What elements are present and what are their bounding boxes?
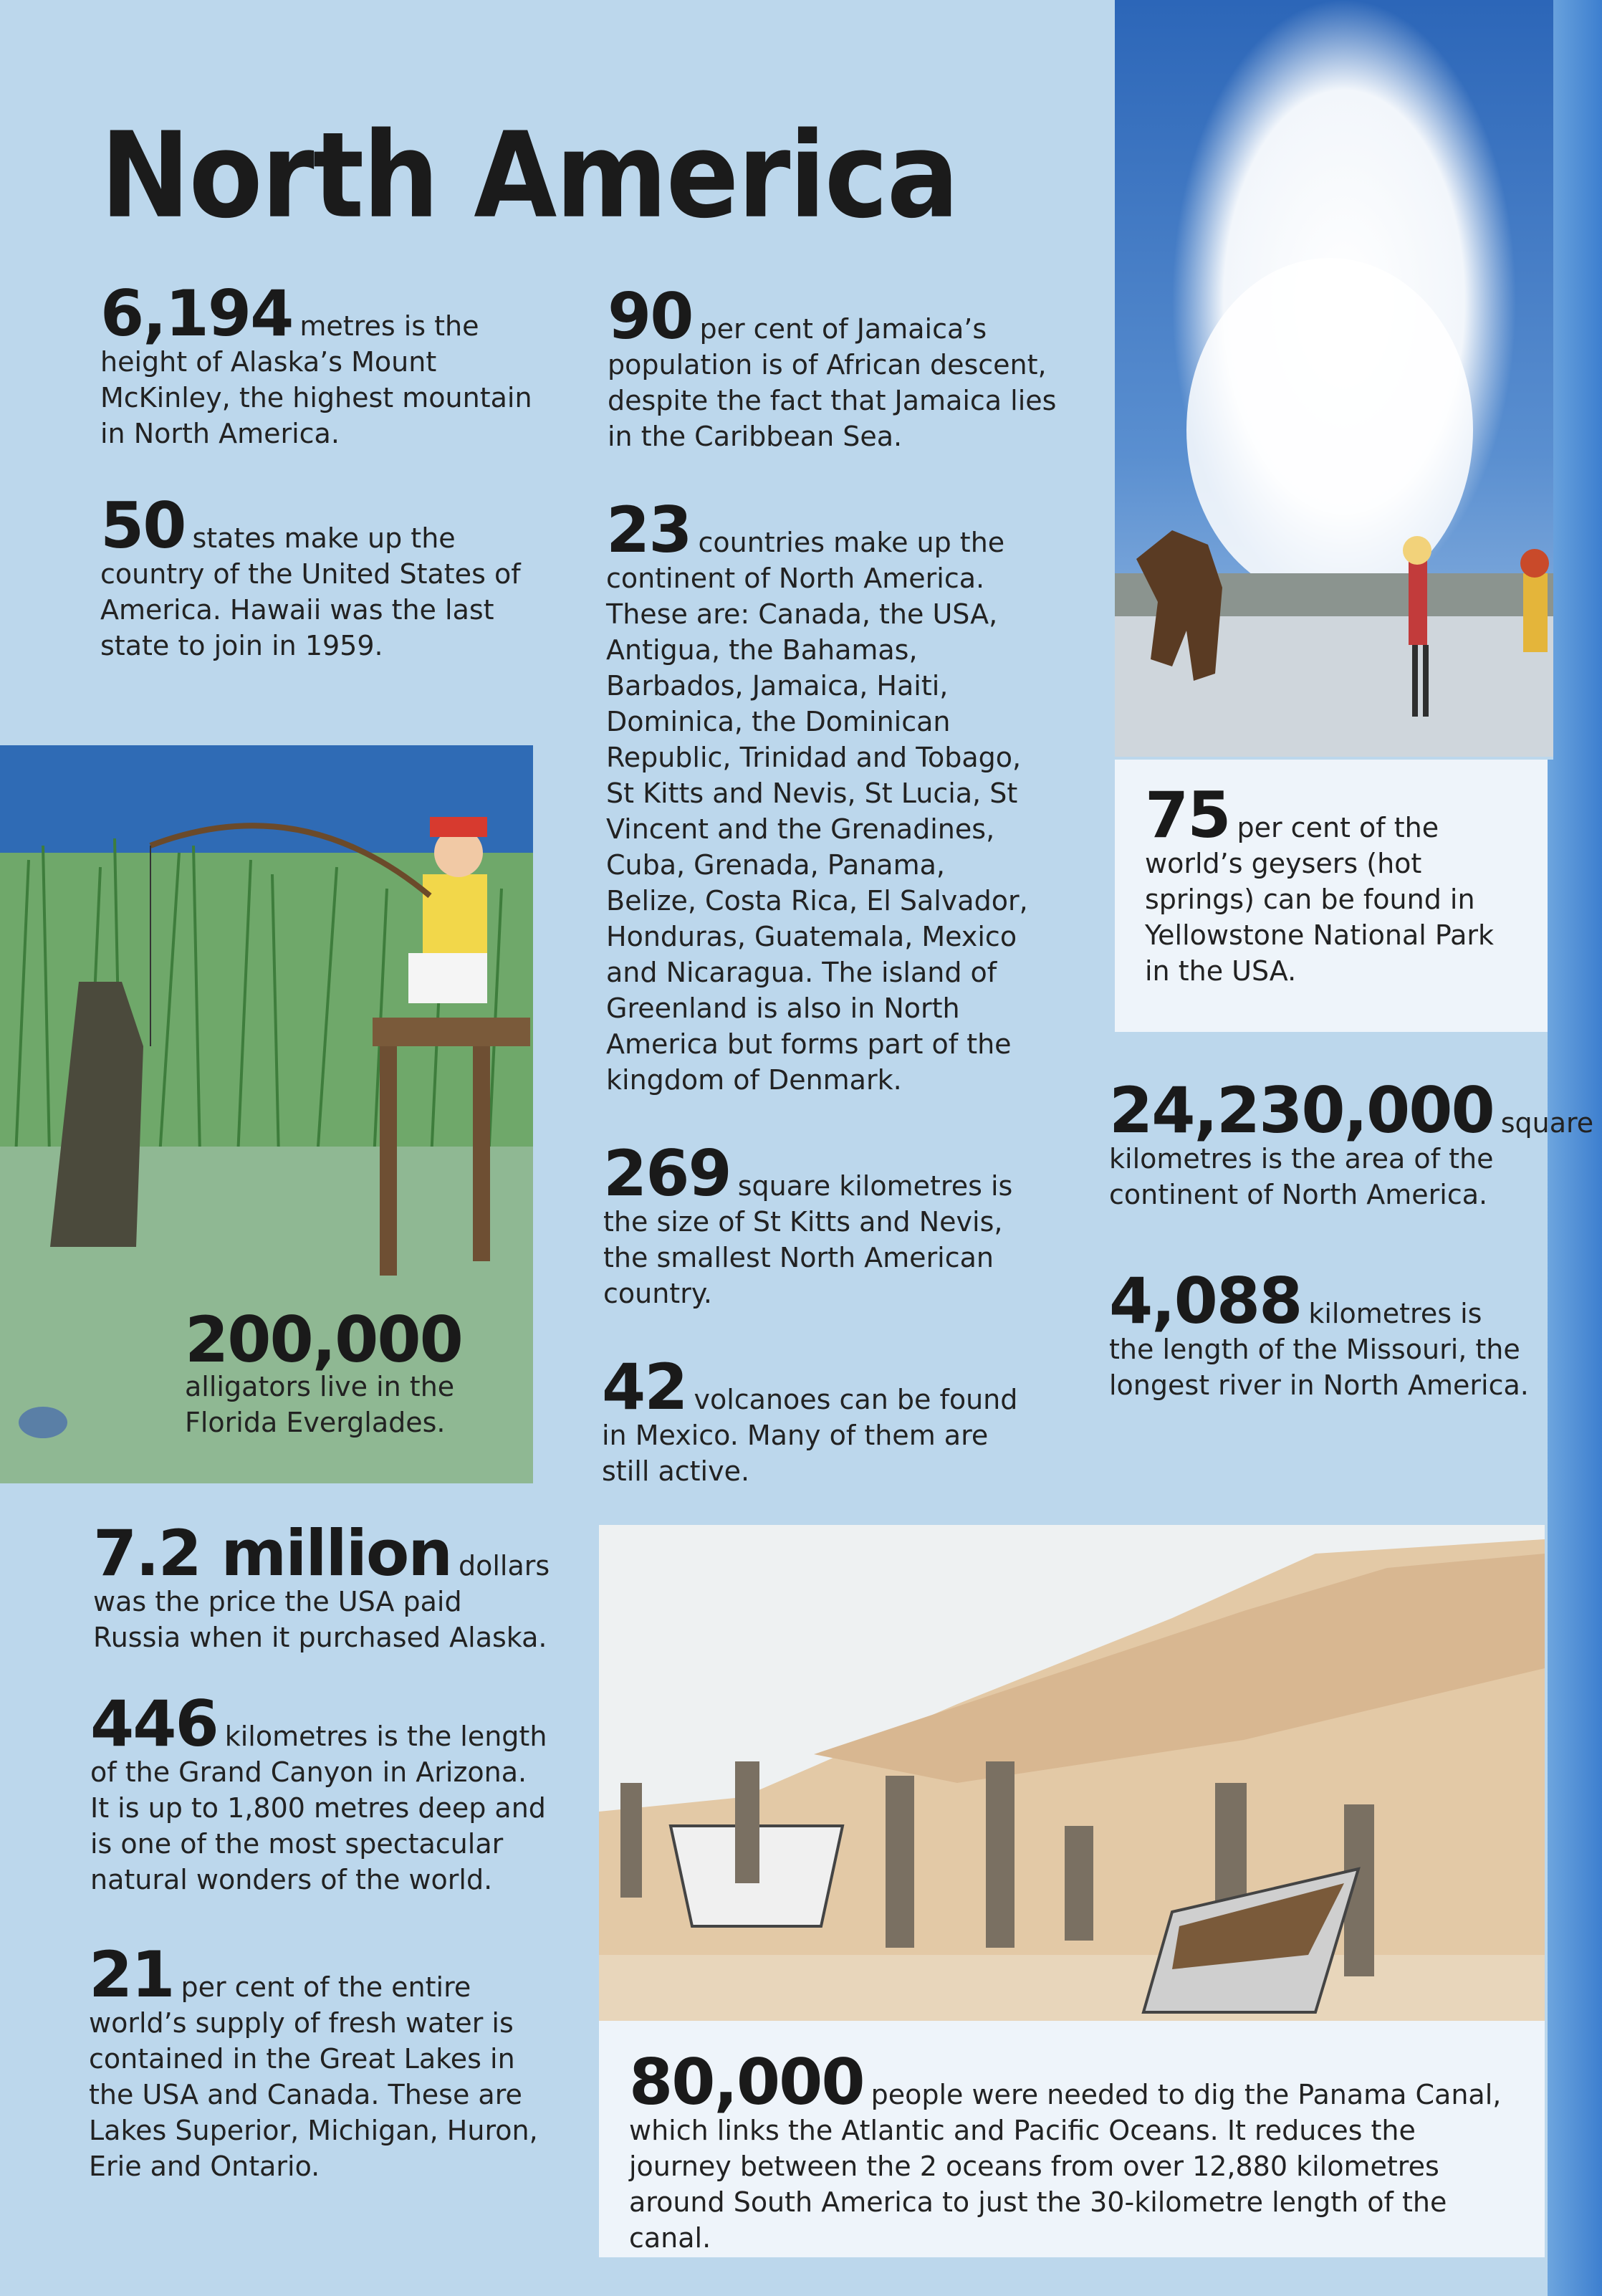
fact-number: 24,230,000 bbox=[1109, 1073, 1494, 1147]
fact-text: kilometres is the length of the Grand Canyon in Arizona. It is up to 1,800 metres deep and is one of the most spectacular natural wonders of the world. bbox=[90, 1721, 547, 1895]
fact-states bbox=[100, 489, 545, 664]
fact-number: 7.2 million bbox=[93, 1516, 451, 1590]
fact-text: dollars was the price the USA paid Russia when it purchased Alaska. bbox=[93, 1550, 550, 1653]
fact-number: 269 bbox=[603, 1137, 731, 1210]
panama-canal-illustration bbox=[599, 1525, 1545, 2027]
fact-text: per cent of the entire world’s supply of fresh water is contained in the Great Lakes in the USA and Canada. These are Lakes Superior, Michigan, Huron, Erie and Ontario. bbox=[89, 1971, 538, 2182]
fact-number: 446 bbox=[90, 1687, 218, 1761]
fact-number: 23 bbox=[606, 493, 691, 567]
fact-number: 6,194 bbox=[100, 277, 293, 350]
fact-jamaica bbox=[608, 279, 1059, 454]
fact-number: 21 bbox=[89, 1938, 174, 2012]
fact-countries bbox=[606, 493, 1036, 1098]
fact-number: 42 bbox=[602, 1350, 687, 1424]
page-edge bbox=[1548, 0, 1602, 2296]
fact-text: kilometres is the length of the Missouri, the longest river in North America. bbox=[1109, 1298, 1529, 1401]
fact-text: metres is the height of Alaska’s Mount McKinley, the highest mountain in North America. bbox=[100, 310, 532, 449]
fact-missouri bbox=[1109, 1264, 1532, 1403]
fact-number: 200,000 bbox=[185, 1303, 462, 1377]
page-title: North America bbox=[100, 107, 958, 245]
fact-greatlakes bbox=[89, 1938, 555, 2184]
fact-panama bbox=[629, 2045, 1503, 2256]
fact-stkitts bbox=[603, 1137, 1019, 1311]
fact-text: square kilometres is the area of the continent of North America. bbox=[1109, 1107, 1594, 1210]
fact-geysers bbox=[1145, 778, 1517, 989]
fact-volcanoes bbox=[602, 1350, 1025, 1489]
fact-text: square kilometres is the size of St Kitts and Nevis, the smallest North American country. bbox=[603, 1170, 1013, 1309]
fact-alligators bbox=[185, 1303, 486, 1440]
fact-mckinley bbox=[100, 277, 537, 451]
fact-alaska bbox=[93, 1516, 552, 1655]
fact-number: 50 bbox=[100, 489, 186, 563]
fact-number: 80,000 bbox=[629, 2045, 864, 2119]
fact-text: per cent of Jamaica’s population is of African descent, despite the fact that Jamaica lies in the Caribbean Sea. bbox=[608, 313, 1057, 452]
fact-text: people were needed to dig the Panama Canal, which links the Atlantic and Pacific Oceans. It reduces the journey between the 2 oceans from over 12,880 kilometres around South America to just the 30-kilometre length of the canal. bbox=[629, 2079, 1502, 2254]
fact-text: countries make up the continent of North America. These are: Canada, the USA, Antigua, the Bahamas, Barbados, Jamaica, Haiti, Dominica, the Dominican Republic, Trinidad and Tobago, St Kitts and Nevis, St Lucia, St Vincent and the Grenadines, Cuba, Grenada, Panama, Belize, Costa Rica, El Salvador, Honduras, Guatemala, Mexico and Nicaragua. The island of Greenland is also in North America but forms part of the kingdom of Denmark. bbox=[606, 527, 1028, 1096]
fact-number: 75 bbox=[1145, 778, 1230, 852]
fact-canyon bbox=[90, 1687, 549, 1898]
fact-number: 90 bbox=[608, 279, 693, 353]
fact-area bbox=[1109, 1073, 1594, 1212]
fact-number: 4,088 bbox=[1109, 1264, 1302, 1338]
fact-text: states make up the country of the United States of America. Hawaii was the last state to join in 1959. bbox=[100, 522, 521, 661]
fact-text: volcanoes can be found in Mexico. Many of them are still active. bbox=[602, 1384, 1018, 1487]
fact-text: per cent of the world’s geysers (hot springs) can be found in Yellowstone National Park in the USA. bbox=[1145, 812, 1495, 987]
geyser-illustration bbox=[1115, 0, 1553, 760]
fact-text: alligators live in the Florida Everglades. bbox=[185, 1371, 455, 1438]
